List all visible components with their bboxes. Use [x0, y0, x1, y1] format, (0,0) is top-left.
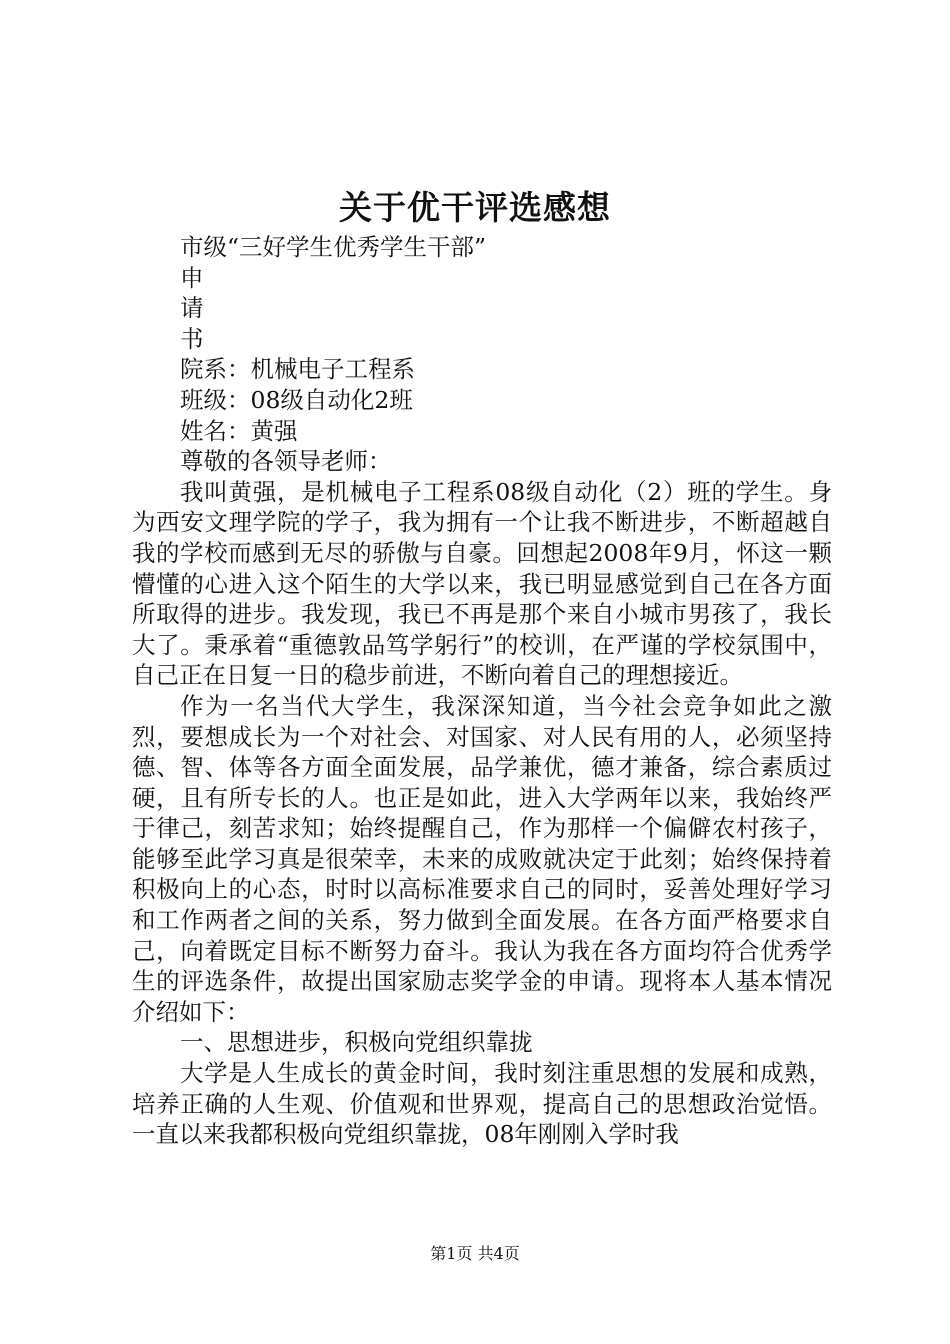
- section-heading-1: 一、思想进步，积极向党组织靠拢: [180, 1028, 533, 1057]
- document-body: [132, 232, 832, 1150]
- document-title: 关于优干评选感想: [339, 188, 611, 227]
- paragraph-goals: 作为一名当代大学生，我深深知道，当今社会竞争如此之激烈，要想成长为一个对社会、对国家、对人民有用的人，必须坚持德、智、体等各方面全面发展，品学兼优，德才兼备，综合素质过硬，且有所专长的人。也正是如此，进入大学两年以来，我始终严于律己，刻苦求知；始终提醒自己，作为那样一个偏僻农村孩子，能够至此学习真是很荣幸，未来的成败就决定于此刻；始终保持着积极向上的心态，时时以高标准要求自己的同时，妥善处理好学习和工作两者之间的关系，努力做到全面发展。在各方面严格要求自己，向着既定目标不断努力奋斗。我认为我在各方面均符合优秀学生的评选条件，故提出国家励志奖学金的申请。现将本人基本情况介绍如下：: [132, 691, 832, 1026]
- header-line-shu: 书: [180, 324, 204, 353]
- paragraph-intro: 我叫黄强，是机械电子工程系08级自动化（2）班的学生。身为西安文理学院的学子，我为拥有一个让我不断进步，不断超越自我的学校而感到无尽的骄傲与自豪。回想起2008年9月，怀这一颗懵懂的心进入这个陌生的大学以来，我已明显感觉到自己在各方面所取得的进步。我发现，我已不再是那个来自小城市男孩了，我长大了。秉承着“重德敦品笃学躬行”的校训，在严谨的学校氛围中，自己正在日复一日的稳步前进，不断向着自己的理想接近。: [132, 477, 832, 690]
- department-line: 院系：机械电子工程系: [180, 355, 415, 384]
- header-line-award: 市级“三好学生优秀学生干部”: [180, 233, 487, 261]
- page-footer: 第1页 共4页: [430, 1244, 520, 1263]
- paragraph-thought: 大学是人生成长的黄金时间，我时刻注重思想的发展和成熟，培养正确的人生观、价值观和世界观，提高自己的思想政治觉悟。一直以来我都积极向党组织靠拢，08年刚刚入学时我: [132, 1059, 832, 1149]
- salutation: 尊敬的各领导老师：: [180, 447, 392, 476]
- class-line: 班级：08级自动化2班: [180, 385, 413, 414]
- header-line-shen: 申: [180, 263, 204, 292]
- header-line-qing: 请: [180, 294, 204, 323]
- name-line: 姓名：黄强: [180, 416, 298, 445]
